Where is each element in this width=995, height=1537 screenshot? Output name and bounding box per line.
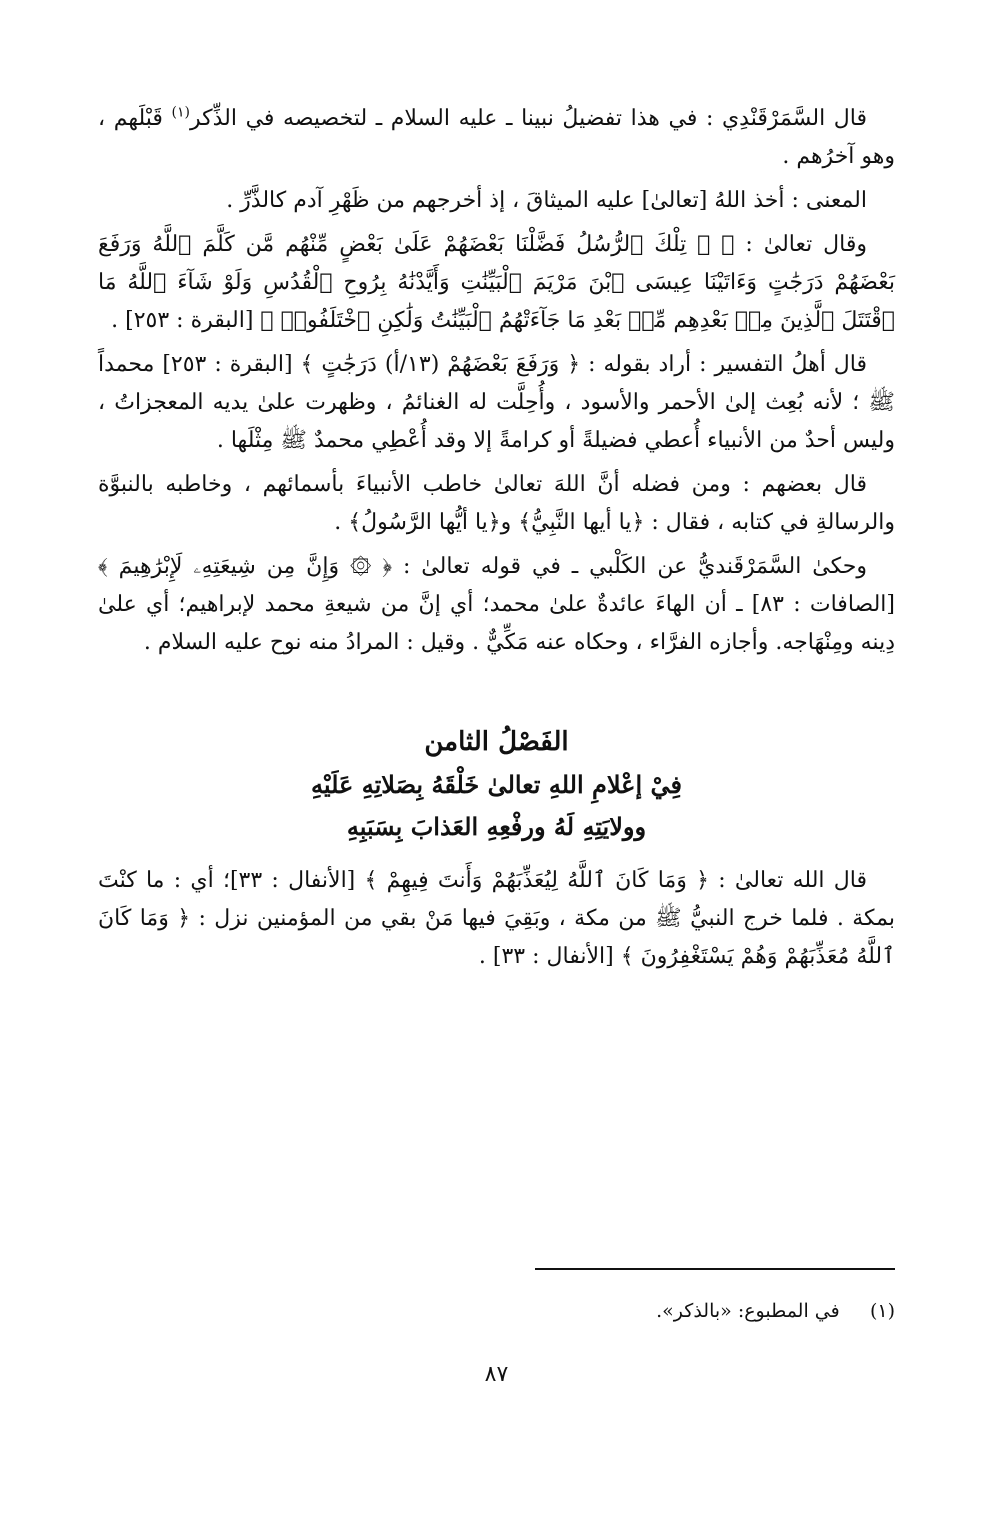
paragraph-quran-verse: وقال تعالىٰ : ﴿ ۞ تِلْكَ ٱلرُّسُلُ فَضَّلْنَا بَعْضَهُمْ عَلَىٰ بَعْضٍ مِّنْهُم مَّن كَلَّمَ ٱللَّهُ وَرَفَعَ بَعْضَهُمْ دَرَجَٰتٍ وَءَاتَيْنَا عِيسَى ٱبْنَ مَرْيَمَ ٱلْبَيِّنَٰتِ وَأَيَّدْنَٰهُ بِرُوحِ ٱلْقُدُسِ وَلَوْ شَآءَ ٱللَّهُ مَا ٱقْتَتَلَ ٱلَّذِينَ مِنۢ بَعْدِهِم مِّنۢ بَعْدِ مَا جَآءَتْهُمُ ٱلْبَيِّنَٰتُ وَلَٰكِنِ ٱخْتَلَفُوا۟ ﴾ [البقرة : ٢٥٣] . (98, 232, 895, 333)
footnote-ref-marker: (١) (171, 104, 190, 121)
footnote-number: (١) (869, 1300, 895, 1322)
chapter-heading (98, 720, 895, 848)
footnote-text: في المطبوع: «بالذكر». (656, 1300, 840, 1322)
footnote (656, 1296, 895, 1326)
paragraph-tafsir: قال أهلُ التفسير : أراد بقوله : ﴿ وَرَفَعَ بَعْضَهُمْ (١٣/أ) دَرَجَٰتٍ ﴾ [البقرة : ٢٥٣] محمداً ﷺ ؛ لأنه بُعِث إلىٰ الأحمر والأسود ، وأُحِلَّت له الغنائمُ ، وظهرت علىٰ يديه المعجزاتُ ، وليس أحدٌ من الأنبياء أُعطي فضيلةً أو كرامةً إلا وقد أُعْطِي محمدٌ ﷺ مِثْلَها . (98, 352, 895, 453)
paragraph-samarqandi: قال السَّمَرْقَنْدِي : في هذا تفضيلُ نبينا ـ عليه السلام ـ لتخصيصه في الذِّكر$^{(١)}$ قَبْلَهم ، وهو آخرُهم . (98, 104, 895, 169)
paragraph-kalbi: وحكىٰ السَّمَرْقَنديُّ عن الكَلْبي ـ في قوله تعالىٰ : ﴿ ۞ وَإِنَّ مِن شِيعَتِهِۦ لَإِبْرَٰهِيمَ ﴾ [الصافات : ٨٣] ـ أن الهاءَ عائدةٌ علىٰ محمد؛ أي إنَّ من شيعةِ محمد لإبراهيم؛ أي علىٰ دِينه ومِنْهَاجه. وأجازه الفرَّاء ، وحكاه عنه مَكِّيٌّ . وقيل : المرادُ منه نوح عليه السلام . (98, 554, 895, 655)
page-number: ٨٧ (484, 1362, 509, 1387)
paragraph-meaning: المعنى : أخذ اللهُ [تعالىٰ] عليه الميثاقَ ، إذ أخرجهم من ظَهْرِ آدم كالذَّرِّ . (226, 188, 867, 213)
chapter-title: الفَصْلُ الثامن (424, 727, 569, 757)
chapter-subtitle-line-2: وولايَتِهِ لَهُ ورفْعِهِ العَذابَ بِسَبَبِهِ (346, 812, 647, 841)
chapter-subtitle-line-1: فِيْ إعْلامِ اللهِ تعالىٰ خَلْقَهُ بِصَلاتِهِ عَلَيْهِ (311, 770, 682, 799)
paragraph-some-said: قال بعضهم : ومن فضله أنَّ اللهَ تعالىٰ خاطب الأنبياءَ بأسمائهم ، وخاطبه بالنبوَّة والرسالةِ في كتابه ، فقال : ﴿يا أيها النَّبِيُّ﴾ و﴿يا أيُّها الرَّسُولُ﴾ . (98, 472, 895, 535)
page-body (98, 100, 895, 1480)
paragraph-anfal: قال الله تعالىٰ : ﴿ وَمَا كَانَ ٱللَّهُ لِيُعَذِّبَهُمْ وَأَنتَ فِيهِمْ ﴾ [الأنفال : ٣٣]؛ أي : ما كنْتَ بمكة . فلما خرج النبيُّ ﷺ من مكة ، وبَقِيَ فيها مَنْ بقي من المؤمنين نزل : ﴿ وَمَا كَانَ ٱللَّهُ مُعَذِّبَهُمْ وَهُمْ يَسْتَغْفِرُونَ ﴾ [الأنفال : ٣٣] . (98, 868, 895, 969)
footnote-divider (535, 1268, 895, 1270)
